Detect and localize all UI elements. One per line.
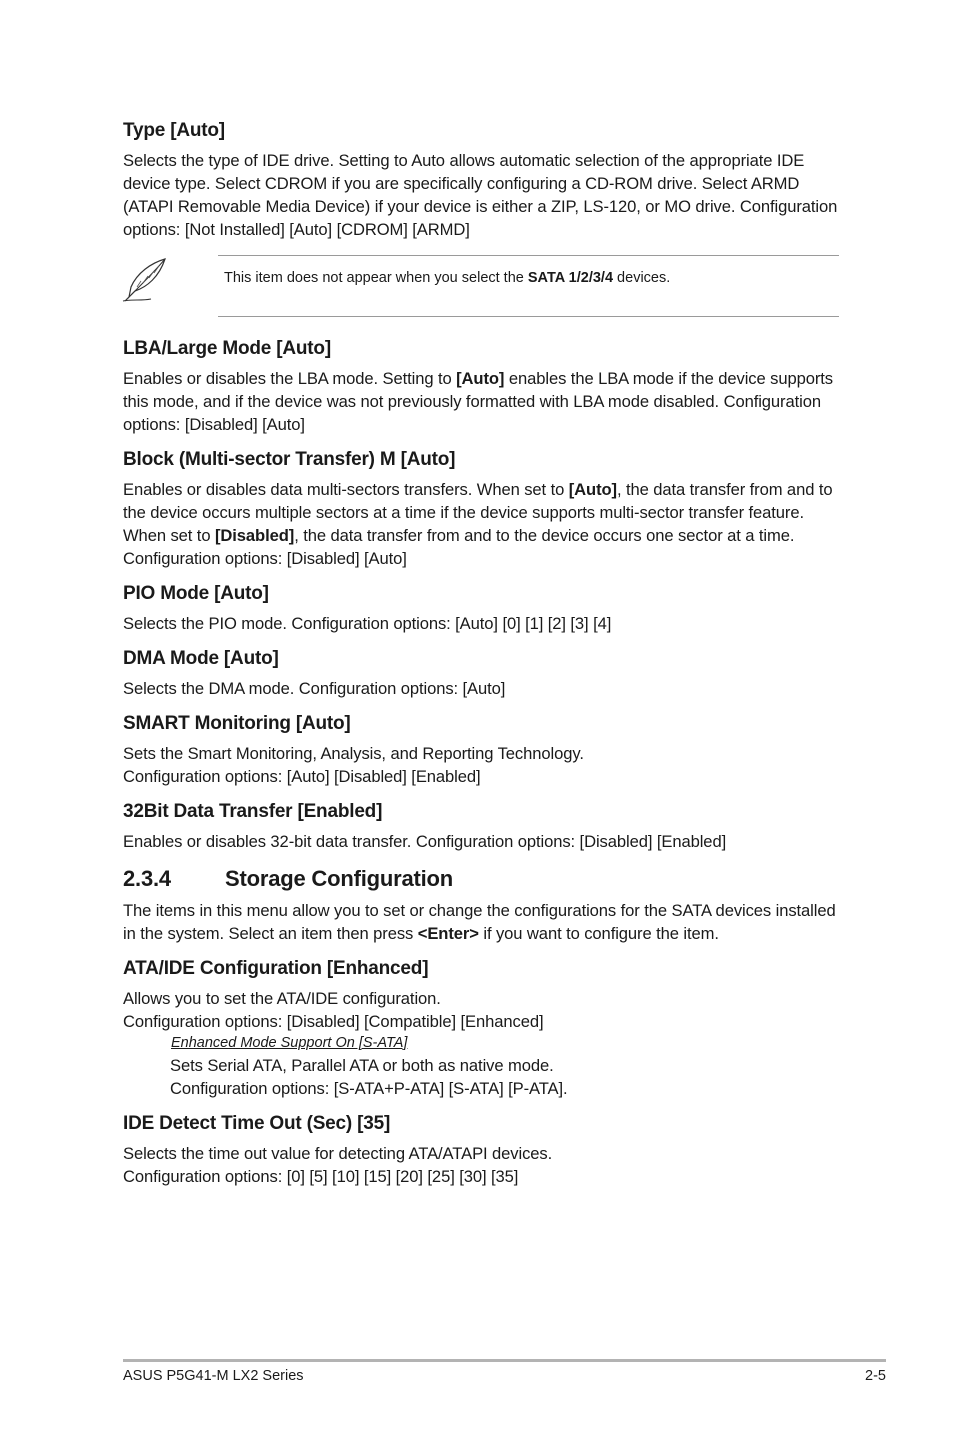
type-heading: Type [Auto]: [123, 120, 225, 141]
bit32-heading: 32Bit Data Transfer [Enabled]: [123, 801, 383, 822]
ataide-description: Allows you to set the ATA/IDE configuration. Configuration options: [Disabled] [Compatible] [Enhanced]: [123, 989, 544, 1031]
lba-description: Enables or disables the LBA mode. Setting to [Auto] enables the LBA mode if the device supports this mode, and if the device was not previously formatted with LBA mode disabled. Configuration options: [Disabled] [Auto]: [123, 369, 833, 434]
footer-product-name: ASUS P5G41-M LX2 Series: [123, 1368, 304, 1384]
ataide-heading: ATA/IDE Configuration [Enhanced]: [123, 958, 429, 979]
section-heading: 2.3.4 Storage Configuration: [123, 866, 454, 891]
footer-rule: [123, 1359, 886, 1362]
idedetect-description: Selects the time out value for detecting ATA/ATAPI devices. Configuration options: [0] [5] [10] [15] [20] [25] [30] [35]: [123, 1144, 553, 1186]
pio-heading: PIO Mode [Auto]: [123, 583, 269, 604]
enhanced-mode-subheading: Enhanced Mode Support On [S-ATA]: [171, 1035, 408, 1051]
block-heading: Block (Multi-sector Transfer) M [Auto]: [123, 449, 456, 470]
page-content: [123, 119, 838, 1200]
feather-pen-icon: [121, 257, 169, 303]
smart-heading: SMART Monitoring [Auto]: [123, 713, 351, 734]
dma-description: Selects the DMA mode. Configuration options: [Auto]: [123, 679, 506, 698]
note-box: [123, 255, 838, 317]
idedetect-heading: IDE Detect Time Out (Sec) [35]: [123, 1113, 391, 1134]
note-text: This item does not appear when you select the SATA 1/2/3/4 devices.: [224, 270, 671, 286]
bit32-description: Enables or disables 32-bit data transfer. Configuration options: [Disabled] [Enabled]: [123, 832, 727, 851]
section-intro: The items in this menu allow you to set or change the configurations for the SATA devices installed in the system. Select an item then press <Enter> if you want to configure the item.: [123, 901, 836, 943]
footer-page-number: 2-5: [865, 1368, 886, 1384]
block-description: Enables or disables data multi-sectors transfers. When set to [Auto], the data transfer from and to the device occurs multiple sectors at a time if the device supports multi-sector transfer feature. When set to [Disabled], the data transfer from and to the device occurs one sector at a time. Configuration options: [Disabled] [Auto]: [123, 480, 833, 568]
type-description: Selects the type of IDE drive. Setting to Auto allows automatic selection of the appropriate IDE device type. Select CDROM if you are specifically configuring a CD-ROM drive. Select ARMD (ATAPI Removable Media Device) if your device is either a ZIP, LS-120, or MO drive. Configuration options: [Not Installed] [Auto] [CDROM] [ARMD]: [123, 151, 838, 239]
lba-heading: LBA/Large Mode [Auto]: [123, 338, 331, 359]
enhanced-mode-description: Sets Serial ATA, Parallel ATA or both as native mode. Configuration options: [S-ATA+P-ATA] [S-ATA] [P-ATA].: [170, 1056, 568, 1098]
smart-description: Sets the Smart Monitoring, Analysis, and Reporting Technology. Configuration options: [Auto] [Disabled] [Enabled]: [123, 744, 584, 786]
dma-heading: DMA Mode [Auto]: [123, 648, 279, 669]
ataide-subitem: [170, 1034, 838, 1100]
pio-description: Selects the PIO mode. Configuration options: [Auto] [0] [1] [2] [3] [4]: [123, 614, 612, 633]
